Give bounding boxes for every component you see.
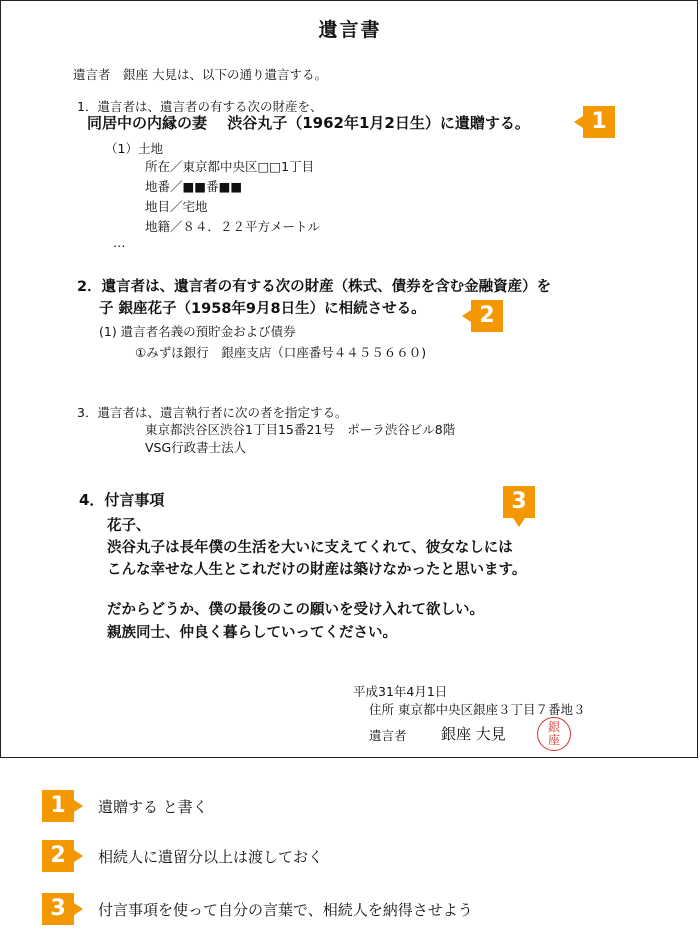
legend-badge: 3 [42,893,74,925]
seal-char: 銀 [547,720,560,734]
legend-text: 相続人に遺留分以上は渡しておく [98,848,324,866]
message-line: 親族同士、仲良く暮らしていってください。 [107,625,397,641]
clause1-line1: 1．遺言者は、遺言者の有する次の財産を、 [77,99,323,114]
clause1-ellipsis: … [113,235,126,250]
badge-2: 2 [471,300,503,332]
legend-badge: 2 [42,840,74,872]
clause1-item: 地目／宅地 [145,199,208,214]
message-line: だからどうか、僕の最後のこの願いを受け入れて欲しい。 [107,602,484,618]
clause1-item: 地籍／８４．２２平方メートル [145,219,321,234]
legend-text: 遺贈する と書く [98,798,208,816]
intro-text: 遺言者 銀座 大見は、以下の通り遺言する。 [73,67,327,82]
clause3-address: 東京都渋谷区渋谷1丁目15番21号 ポーラ渋谷ビル8階 [145,422,456,437]
footer-date: 平成31年4月1日 [353,684,448,699]
clause3-name: VSG行政書士法人 [145,440,247,455]
clause2-line1: 2．遺言者は、遺言者の有する次の財産（株式、債券を含む金融資産）を [77,279,552,295]
footer-role: 遺言者 [369,728,407,743]
seal-char: 座 [547,733,560,747]
clause1-item: 地番／■■番■■ [145,179,243,194]
clause4-heading: 4．付言事項 [79,491,165,509]
clause1-item: 所在／東京都中央区□□1丁目 [145,159,315,174]
footer-address: 住所 東京都中央区銀座３丁目７番地３ [369,702,586,717]
footer-name: 銀座 大見 [441,725,506,743]
message-line: こんな幸せな人生とこれだけの財産は築けなかったと思います。 [107,562,527,578]
message-line: 花子、 [107,518,151,534]
clause1-line2: 同居中の内縁の妻 渋谷丸子（1962年1月2日生）に遺贈する。 [87,114,530,132]
badge-3: 3 [503,486,535,518]
clause2-item: ①みずほ銀行 銀座支店（口座番号４４５５６６０) [135,345,427,360]
badge-1: 1 [583,106,615,138]
clause2-sub: (1) 遺言者名義の預貯金および債券 [99,324,296,339]
seal-stamp [537,717,571,751]
legend-text: 付言事項を使って自分の言葉で、相続人を納得させよう [98,901,473,919]
clause2-line2: 子 銀座花子（1958年9月8日生）に相続させる。 [99,301,426,317]
message-line: 渋谷丸子は長年僕の生活を大いに支えてくれて、彼女なしには [107,540,513,556]
legend-badge: 1 [42,790,74,822]
document-title: 遺言書 [318,19,382,41]
clause1-sub: （1）土地 [105,141,163,156]
clause3-line1: 3．遺言者は、遺言執行者に次の者を指定する。 [77,405,348,420]
